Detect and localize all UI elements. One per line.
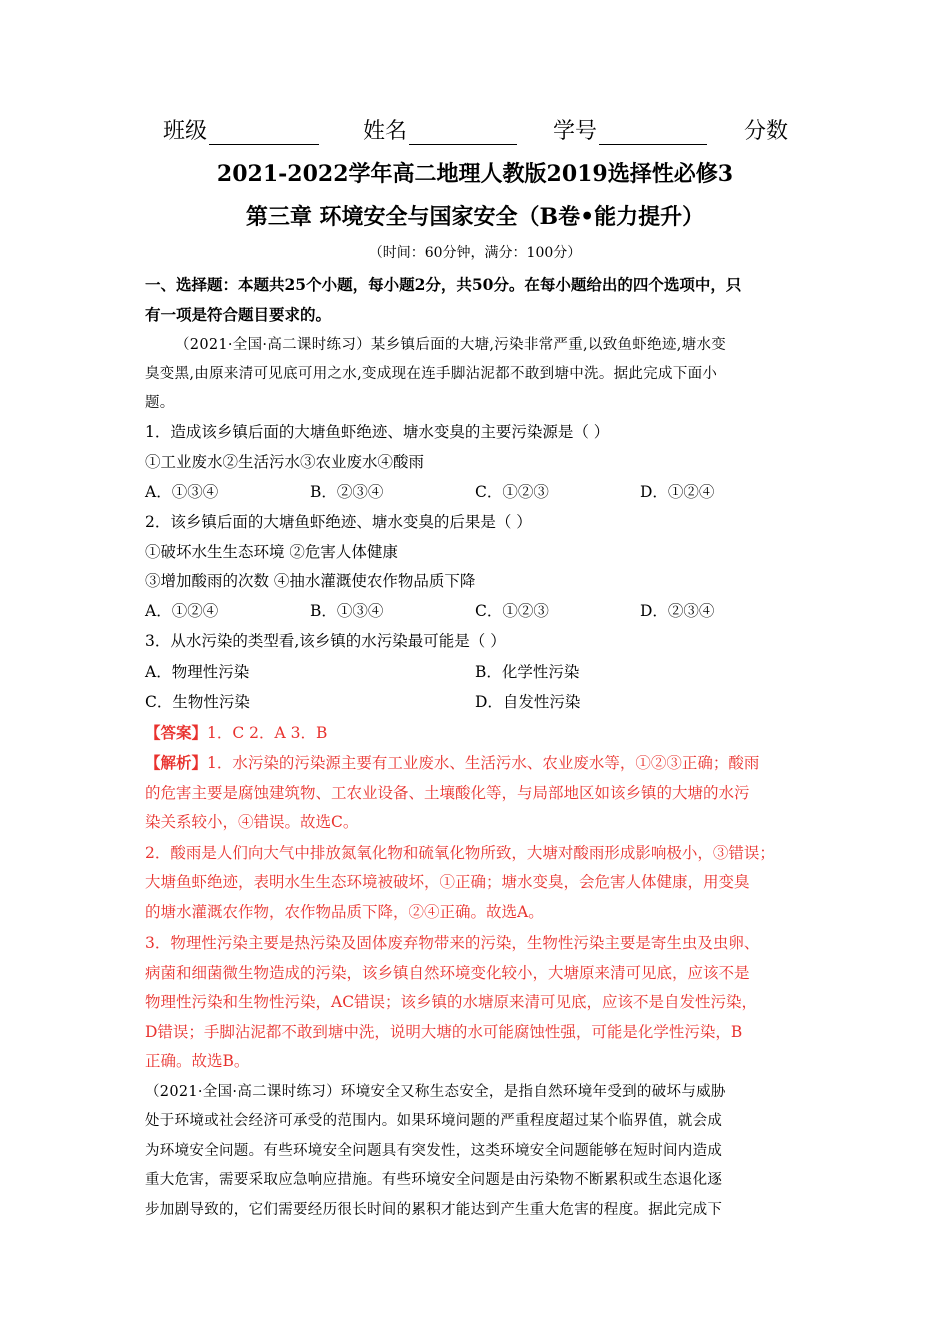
passage2-line5: 步加剧导致的，它们需要经历很长时间的累积才能达到产生重大危害的程度。据此完成下 (145, 1202, 723, 1218)
exam-info: （时间：60分钟，满分：100分） (368, 245, 582, 261)
passage2-line3: 为环境安全问题。有些环境安全问题具有突发性，这类环境安全问题能够在短时间内造成 (145, 1143, 723, 1159)
q2-option-c: C．①②③ (475, 602, 549, 620)
score-field (744, 114, 788, 145)
main-title: 2021-2022学年高二地理人教版2019选择性必修3 (216, 161, 734, 187)
question-2-items-2: ③增加酸雨的次数 ④抽水灌溉使农作物品质下降 (145, 572, 476, 590)
analysis-line-2: 的危害主要是腐蚀建筑物、工农业设备、土壤酸化等，与局部地区如该乡镇的大塘的水污 (145, 784, 750, 802)
analysis-line-4: 2．酸雨是人们向大气中排放氮氧化物和硫氧化物所致，大塘对酸雨形成影响极小，③错误； (145, 844, 775, 862)
q2-option-a: A．①②④ (145, 602, 219, 620)
chapter-title: 第三章 环境安全与国家安全（B卷•能力提升） (245, 204, 705, 230)
analysis-line-1 (145, 751, 759, 773)
question-2-stem: 2．该乡镇后面的大塘鱼虾绝迹、塘水变臭的后果是（ ） (145, 513, 532, 531)
question-2-items-1: ①破坏水生生态环境 ②危害人体健康 (145, 543, 398, 561)
q1-option-d: D．①②④ (640, 483, 715, 501)
analysis-tag: 【解析】 (145, 753, 208, 772)
q1-option-b: B．②③④ (310, 483, 384, 501)
analysis-line-10: D错误；手脚沾泥都不敢到塘中洗，说明大塘的水可能腐蚀性强，可能是化学性污染，B (145, 1023, 743, 1041)
passage2-line2: 处于环境或社会经济可承受的范围内。如果环境问题的严重程度超过某个临界值，就会成 (145, 1113, 723, 1129)
analysis-line-3: 染关系较小，④错误。故选C。 (145, 813, 359, 831)
analysis-line-9: 物理性污染和生物性污染，AC错误；该乡镇的水塘原来清可见底，应该不是自发性污染， (145, 993, 758, 1011)
q3-option-c: C．生物性污染 (145, 693, 250, 711)
id-label: 学号 (553, 119, 598, 144)
score-label: 分数 (744, 119, 789, 144)
analysis-line-6: 的塘水灌溉农作物，农作物品质下降，②④正确。故选A。 (145, 903, 544, 921)
section-heading-line2: 有一项是符合题目要求的。 (145, 305, 332, 324)
id-blank (599, 122, 707, 145)
passage2-line4: 重大危害，需要采取应急响应措施。有些环境安全问题是由污染物不断累积或生态退化逐 (145, 1172, 723, 1188)
name-label: 姓名 (363, 119, 408, 144)
class-field (163, 114, 319, 145)
name-blank (409, 122, 517, 145)
answer-line (145, 721, 327, 743)
class-blank (209, 122, 319, 145)
section-heading-line1: 一、选择题：本题共25个小题，每小题2分，共50分。在每小题给出的四个选项中，只 (145, 275, 742, 294)
q2-option-d: D．②③④ (640, 602, 715, 620)
analysis-line-8: 病菌和细菌微生物造成的污染，该乡镇自然环境变化较小，大塘原来清可见底，应该不是 (145, 964, 750, 982)
analysis-line-11: 正确。故选B。 (145, 1052, 250, 1070)
question-1-stem: 1．造成该乡镇后面的大塘鱼虾绝迹、塘水变臭的主要污染源是（ ） (145, 423, 610, 441)
q3-option-a: A．物理性污染 (145, 663, 250, 681)
analysis-text-1: 1．水污染的污染源主要有工业废水、生活污水、农业废水等，①②③正确；酸雨 (207, 754, 760, 772)
passage1-line1: （2021·全国·高二课时练习）某乡镇后面的大塘,污染非常严重,以致鱼虾绝迹,塘水变 (175, 337, 727, 353)
passage1-line3: 题。 (145, 395, 175, 411)
answer-text: 1．C 2．A 3．B (207, 724, 328, 742)
class-label: 班级 (163, 119, 208, 144)
id-field (553, 114, 707, 145)
analysis-line-7: 3．物理性污染主要是热污染及固体废弃物带来的污染，生物性污染主要是寄生虫及虫卵、 (145, 934, 760, 952)
question-1-items: ①工业废水②生活污水③农业废水④酸雨 (145, 453, 425, 471)
passage1-line2: 臭变黑,由原来清可见底可用之水,变成现在连手脚沾泥都不敢到塘中洗。据此完成下面小 (145, 366, 718, 382)
q1-option-a: A．①③④ (145, 483, 219, 501)
answer-tag: 【答案】 (145, 723, 208, 742)
question-3-stem: 3．从水污染的类型看,该乡镇的水污染最可能是（ ） (145, 632, 506, 650)
q3-option-b: B．化学性污染 (475, 663, 580, 681)
q1-option-c: C．①②③ (475, 483, 549, 501)
q2-option-b: B．①③④ (310, 602, 384, 620)
analysis-line-5: 大塘鱼虾绝迹，表明水生生态环境被破坏，①正确；塘水变臭，会危害人体健康，用变臭 (145, 873, 750, 891)
q3-option-d: D．自发性污染 (475, 693, 581, 711)
passage2-line1: （2021·全国·高二课时练习）环境安全又称生态安全，是指自然环境年受到的破坏与威胁 (145, 1084, 726, 1100)
name-field (363, 114, 517, 145)
